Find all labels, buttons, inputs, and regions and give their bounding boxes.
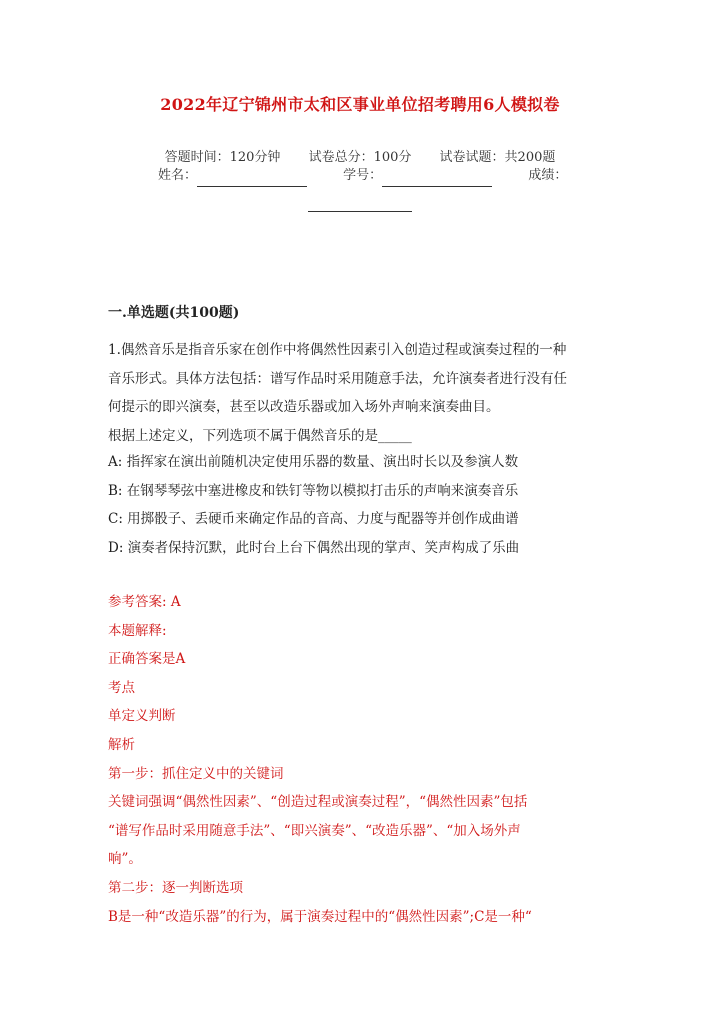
question-stem-line: 何提示的即兴演奏，甚至以改造乐器或加入场外声响来演奏曲目。 [108,399,500,415]
id-blank [382,171,492,187]
answer-kaodian-value: 单定义判断 [108,708,176,725]
question-options [108,448,608,562]
question-stem-line: 音乐形式。具体方法包括：谱写作品时采用随意手法，允许演奏者进行没有任 [108,370,567,387]
answer-kaodian: 考点 [108,679,135,696]
exam-score: 试卷总分：100分 [308,150,412,165]
exam-count: 试卷试题：共200题 [439,150,556,165]
name-label: 姓名： [158,168,198,183]
question-stem-line: 1.偶然音乐是指音乐家在创作中将偶然性因素引入创造过程或演奏过程的一种 [108,342,567,358]
exam-meta [0,146,720,165]
answer-step1-line: “谱写作品时采用随意手法”、“即兴演奏”、“改造乐器”、“加入场外声 [108,822,521,839]
exam-time: 答题时间：120分钟 [164,150,281,165]
answer-step1-line: 响”。 [108,851,142,868]
answer-correct: 正确答案是A [108,651,186,668]
answer-explain-label: 本题解释: [108,622,167,639]
answer-ref: 参考答案: A [108,594,181,610]
answer-jiexi: 解析 [108,736,135,753]
section-heading: 一.单选题(共100题) [108,305,240,321]
option-d: D: 演奏者保持沉默，此时台上台下偶然出现的掌声、笑声构成了乐曲 [108,539,520,556]
grade-label: 成绩： [528,168,568,183]
student-fields [100,164,620,212]
option-b: B: 在钢琴琴弦中塞进橡皮和铁钉等物以模拟打击乐的声响来演奏音乐 [108,482,519,499]
answer-block [108,588,608,931]
grade-blank [308,196,412,212]
option-c: C: 用掷骰子、丢硬币来确定作品的音高、力度与配器等并创作成曲谱 [108,511,519,527]
exam-title: 2022年辽宁锦州市太和区事业单位招考聘用6人模拟卷 [160,95,560,114]
answer-step1: 第一步：抓住定义中的关键词 [108,765,284,782]
answer-step1-line: 关键词强调“偶然性因素”、“创造过程或演奏过程”，“偶然性因素”包括 [108,794,528,811]
name-blank [197,171,307,187]
question-stem [108,336,608,450]
question-prompt: 根据上述定义，下列选项不属于偶然音乐的是_____ [108,427,412,444]
answer-step2: 第二步：逐一判断选项 [108,879,243,896]
answer-step2-line: B是一种“改造乐器”的行为，属于演奏过程中的“偶然性因素”;C是一种“ [108,908,532,925]
id-label: 学号： [343,168,383,183]
option-a: A: 指挥家在演出前随机决定使用乐器的数量、演出时长以及参演人数 [108,454,519,470]
